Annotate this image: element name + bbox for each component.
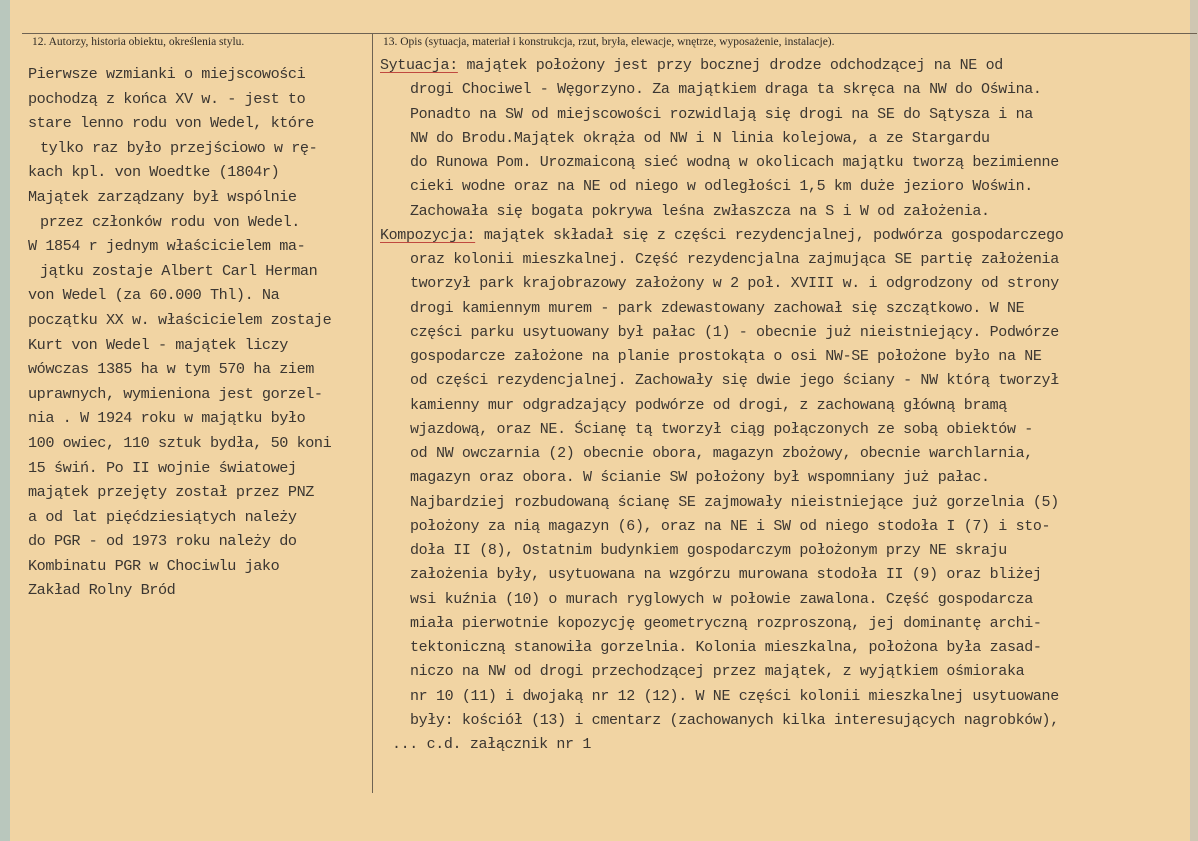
history-line: stare lenno rodu von Wedel, które xyxy=(28,114,314,133)
situation-label: Sytuacja: xyxy=(380,57,458,74)
description-line: miała pierwotnie kopozycję geometryczną rozproszoną, jej dominantę archi- xyxy=(410,614,1042,632)
history-line: tylko raz było przejściowo w rę- xyxy=(40,138,318,157)
history-text-column xyxy=(28,62,373,603)
description-line: Zachowała się bogata pokrywa leśna zwłaszcza na S i W od założenia. xyxy=(410,202,990,220)
description-line: Ponadto na SW od miejscowości rozwidlają się drogi na SE do Sątysza i na xyxy=(410,105,1033,123)
description-line: wsi kuźnia (10) o murach ryglowych w połowie zawalona. Część gospodarcza xyxy=(410,590,1033,608)
history-line: Kombinatu PGR w Chociwlu jako xyxy=(28,556,280,575)
history-line: przez członków rodu von Wedel. xyxy=(40,212,300,231)
situation-first-line xyxy=(380,54,1185,78)
history-line: do PGR - od 1973 roku należy do xyxy=(28,532,297,551)
history-line: Kurt von Wedel - majątek liczy xyxy=(28,335,288,354)
description-line: Najbardziej rozbudowaną ścianę SE zajmowały nieistniejące już gorzelnia (5) xyxy=(410,493,1059,511)
history-line: a od lat pięćdziesiątych należy xyxy=(28,507,297,526)
description-line: od NW owczarnia (2) obecnie obora, magazyn zbożowy, obecnie warchlarnia, xyxy=(410,445,1033,462)
description-line: doła II (8), Ostatnim budynkiem gospodarczym położonym przy NE skraju xyxy=(410,542,1007,559)
description-line: tektoniczną stanowiła gorzelnia. Kolonia mieszkalna, położona była zasad- xyxy=(410,639,1042,656)
description-line: założenia były, usytuowana na wzgórzu murowana stodoła II (9) oraz bliżej xyxy=(410,566,1042,584)
left-edge xyxy=(0,0,10,841)
history-line: Majątek zarządzany był wspólnie xyxy=(28,187,297,206)
description-line: położony za nią magazyn (6), oraz na NE i SW od niego stodoła I (7) i sto- xyxy=(410,517,1051,535)
history-line: Pierwsze wzmianki o miejscowości xyxy=(28,65,306,83)
history-section-header: 12. Autorzy, historia obiektu, określenia stylu. xyxy=(32,36,245,48)
description-line: od części rezydencjalnej. Zachowały się dwie jego ściany - NW którą tworzył xyxy=(410,372,1059,390)
history-line: uprawnych, wymieniona jest gorzel- xyxy=(28,384,323,403)
description-line: magazyn oraz obora. W ścianie SW położony był wspomniany już pałac. xyxy=(410,469,990,487)
history-line: pochodzą z końca XV w. - jest to xyxy=(28,89,306,108)
history-line: 100 owiec, 110 sztuk bydła, 50 koni xyxy=(28,433,332,452)
description-line: tworzył park krajobrazowy założony w 2 poł. XVIII w. i odgrodzony od strony xyxy=(410,275,1059,293)
description-line: oraz kolonii mieszkalnej. Część rezydencjalna zajmująca SE partię założenia xyxy=(410,251,1059,268)
description-line: części parku usytuowany był pałac (1) - obecnie już nieistniejący. Podwórze xyxy=(410,323,1059,341)
history-line: 15 świń. Po II wojnie światowej xyxy=(28,458,297,477)
history-line: Zakład Rolny Bród xyxy=(28,581,176,600)
description-line: nr 10 (11) i dwojaką nr 12 (12). W NE części kolonii mieszkalnej usytuowane xyxy=(410,687,1059,705)
description-section-header: 13. Opis (sytuacja, materiał i konstrukcja, rzut, bryła, elewacje, wnętrze, wyposażenie, instalacje). xyxy=(383,36,835,48)
composition-text: majątek składał się z części rezydencjalnej, podwórza gospodarczego xyxy=(475,226,1064,244)
history-line: majątek przejęty został przez PNZ xyxy=(28,483,314,502)
composition-first-line xyxy=(380,224,1185,248)
history-line: kach kpl. von Woedtke (1804r) xyxy=(28,163,280,182)
situation-text: majątek położony jest przy bocznej drodze odchodzącej na NE od xyxy=(457,57,1003,74)
description-line: drogi kamiennym murem - park zdewastowany zachował się szczątkowo. W NE xyxy=(410,299,1025,317)
history-line: jątku zostaje Albert Carl Herman xyxy=(40,261,318,280)
history-line: nia . W 1924 roku w majątku było xyxy=(28,409,306,428)
description-line: cieki wodne oraz na NE od niego w odległości 1,5 km duże jezioro Woświn. xyxy=(410,178,1033,196)
history-line: von Wedel (za 60.000 Thl). Na xyxy=(28,286,280,305)
right-edge xyxy=(1190,0,1198,841)
description-line: wjazdową, oraz NE. Ścianę tą tworzył ciąg połączonych ze sobą obiektów - xyxy=(410,420,1033,438)
description-line: do Runowa Pom. Urozmaiconą sieć wodną w okolicach majątku tworzą bezimienne xyxy=(410,154,1059,171)
description-line: były: kościół (13) i cmentarz (zachowanych kilka interesujących nagrobków), xyxy=(410,711,1059,729)
composition-label: Kompozycja: xyxy=(380,226,476,244)
description-line: niczo na NW od drogi przechodzącej przez majątek, z wyjątkiem ośmioraka xyxy=(410,663,1025,681)
history-line: W 1854 r jednym właścicielem ma- xyxy=(28,237,306,256)
history-line: wówczas 1385 ha w tym 570 ha ziem xyxy=(28,360,314,379)
description-line: drogi Chociwel - Węgorzyno. Za majątkiem draga ta skręca na NW do Oświna. xyxy=(410,81,1042,99)
history-line: początku XX w. właścicielem zostaje xyxy=(28,310,332,329)
description-text-column xyxy=(380,54,1185,757)
description-line: gospodarcze założone na planie prostokąta o osi NW-SE położone było na NE xyxy=(410,348,1042,365)
continuation-note: ... c.d. załącznik nr 1 xyxy=(392,736,591,753)
description-line: NW do Brodu.Majątek okrąża od NW i N linia kolejowa, a ze Stargardu xyxy=(410,129,990,147)
header-rule xyxy=(22,33,1197,34)
description-line: kamienny mur odgradzający podwórze od drogi, z zachowaną główną bramą xyxy=(410,396,1007,414)
